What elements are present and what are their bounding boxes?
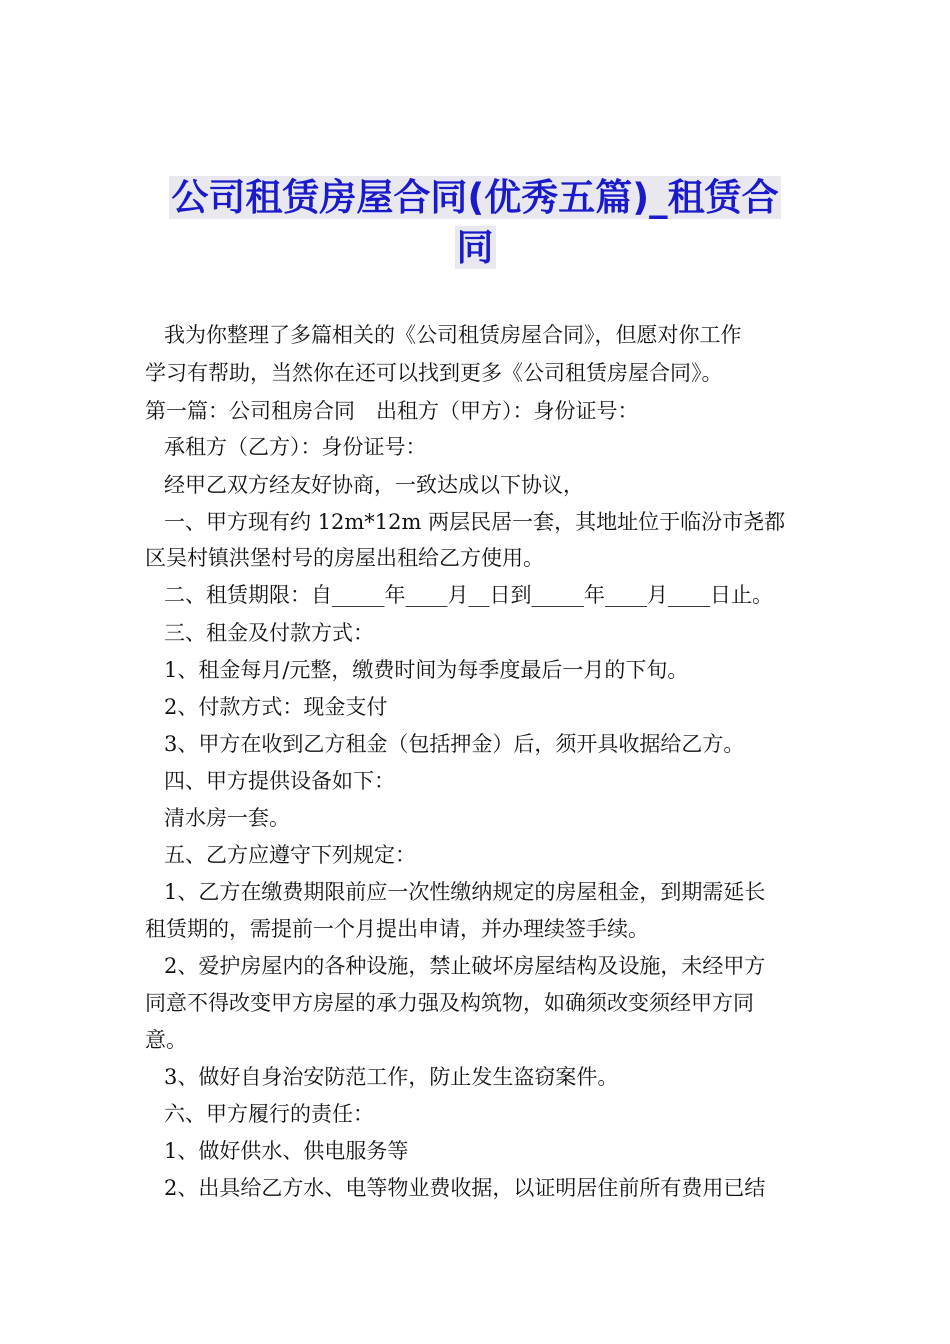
paragraph-line: 四、甲方提供设备如下： [164, 769, 395, 793]
paragraph-line: 学习有帮助，当然你在还可以找到更多《公司租赁房屋合同》。 [145, 361, 723, 385]
paragraph-line: 2、付款方式：现金支付 [164, 695, 388, 719]
paragraph-line: 同意不得改变甲方房屋的承力强及构筑物，如确须改变须经甲方同 [145, 991, 754, 1015]
paragraph-line: 经甲乙双方经友好协商，一致达成以下协议， [164, 473, 584, 497]
paragraph-line: 清水房一套。 [164, 806, 290, 830]
paragraph-line: 1、乙方在缴费期限前应一次性缴纳规定的房屋租金，到期需延长 [164, 880, 766, 904]
paragraph-line: 三、租金及付款方式： [164, 621, 374, 645]
title-line-1: 公司租赁房屋合同(优秀五篇)_租赁合 [171, 176, 779, 219]
paragraph-line: 承租方（乙方）：身份证号： [164, 435, 427, 459]
paragraph-line: 一、甲方现有约 12m*12m 两层民居一套，其地址位于临汾市尧都 [164, 510, 786, 534]
paragraph-line: 1、租金每月/元整，缴费时间为每季度最后一月的下旬。 [164, 658, 689, 682]
paragraph-line: 意。 [145, 1028, 187, 1052]
paragraph-line: 五、乙方应遵守下列规定： [164, 843, 416, 867]
paragraph-line: 2、爱护房屋内的各种设施，禁止破坏房屋结构及设施，未经甲方 [164, 954, 766, 978]
paragraph-line: 1、做好供水、供电服务等 [164, 1139, 409, 1163]
paragraph-line: 租赁期的，需提前一个月提出申请，并办理续签手续。 [145, 917, 649, 941]
paragraph-line: 2、出具给乙方水、电等物业费收据，以证明居住前所有费用已结 [164, 1176, 766, 1200]
paragraph-line: 二、租赁期限：自_____年____月__日到_____年____月____日止。 [164, 583, 773, 607]
paragraph-line: 3、甲方在收到乙方租金（包括押金）后，须开具收据给乙方。 [164, 732, 745, 756]
paragraph-line: 3、做好自身治安防范工作，防止发生盗窃案件。 [164, 1065, 619, 1089]
paragraph-line: 我为你整理了多篇相关的《公司租赁房屋合同》，但愿对你工作 [164, 323, 742, 347]
paragraph-line: 六、甲方履行的责任： [164, 1102, 374, 1126]
paragraph-line: 区吴村镇洪堡村号的房屋出租给乙方使用。 [145, 546, 544, 570]
title-line-2: 同 [456, 226, 494, 269]
paragraph-line: 第一篇：公司租房合同 出租方（甲方）：身份证号： [145, 399, 639, 423]
document-title [140, 173, 810, 273]
